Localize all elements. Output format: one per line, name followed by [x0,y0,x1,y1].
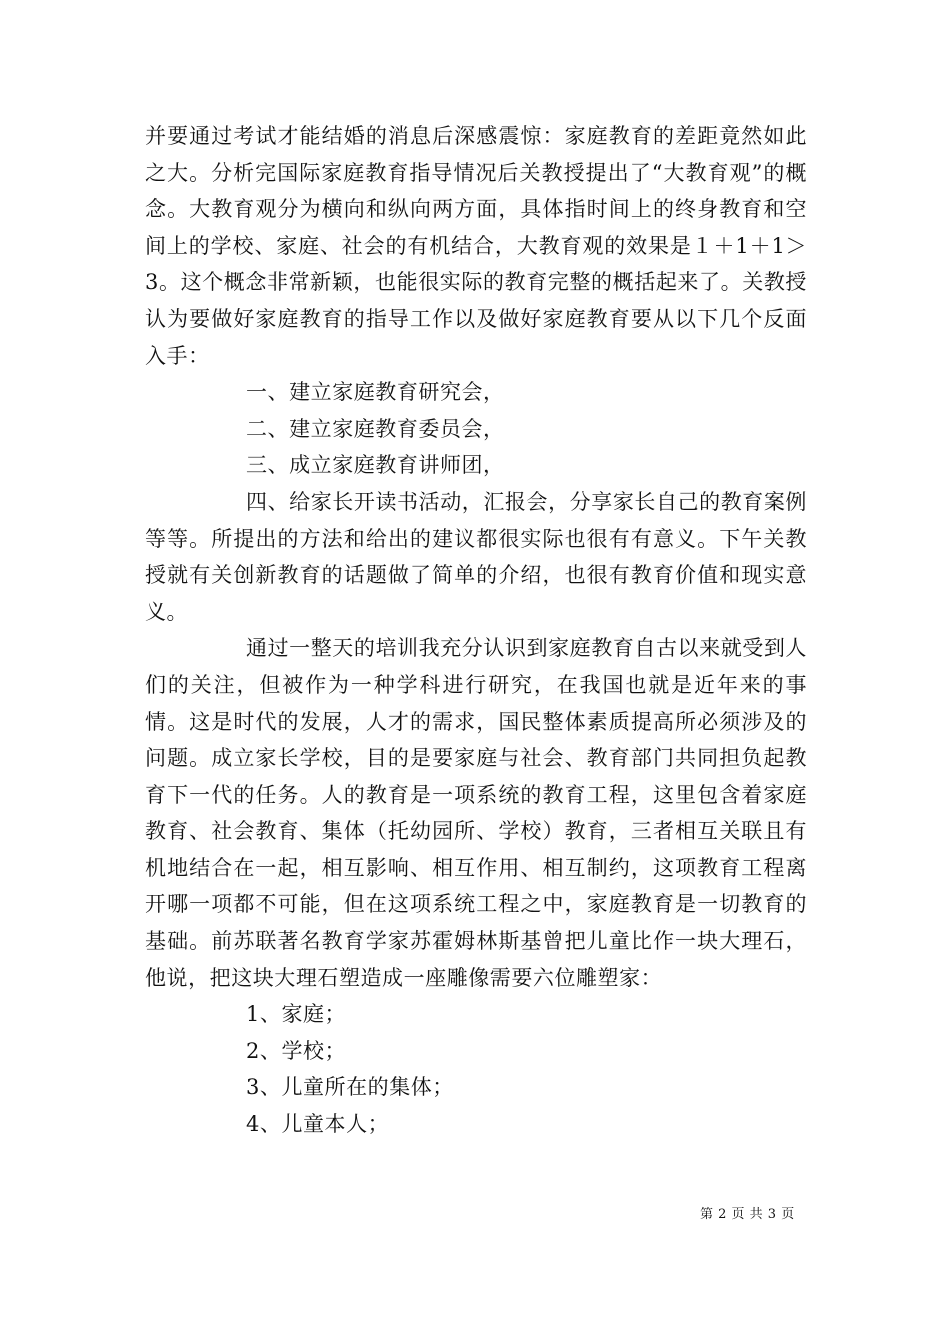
list-item: 三、成立家庭教育讲师团， [246,453,505,478]
paragraph-four: 四、给家长开读书活动，汇报会，分享家长自己的教育案例等等。所提出的方法和给出的建议都很实际也很有有意义。下午关教授就有关创新教育的话题做了简单的介绍，也很有教育价值和现实意义。 [145,489,807,624]
paragraph-intro: 并要通过考试才能结婚的消息后深感震惊：家庭教育的差距竟然如此之大。分析完国际家庭教育指导情况后关教授提出了“大教育观”的概念。大教育观分为横向和纵向两方面，具体指时间上的终身教育和空间上的学校、家庭、社会的有机结合，大教育观的效果是１＋1＋1＞3。这个概念非常新颖，也能很实际的教育完整的概括起来了。关教授认为要做好家庭教育的指导工作以及做好家庭教育要从以下几个反面入手： [145,124,807,368]
document-body [145,118,807,1143]
list-item: 2、学校； [246,1038,347,1063]
list-item: 1、家庭； [246,1002,347,1027]
list-item: 二、建立家庭教育委员会， [246,416,505,441]
paragraph-training: 通过一整天的培训我充分认识到家庭教育自古以来就受到人们的关注，但被作为一种学科进行研究，在我国也就是近年来的事情。这是时代的发展，人才的需求，国民整体素质提高所必须涉及的问题。成立家长学校，目的是要家庭与社会、教育部门共同担负起教育下一代的任务。人的教育是一项系统的教育工程，这里包含着家庭教育、社会教育、集体（托幼园所、学校）教育，三者相互关联且有机地结合在一起，相互影响、相互作用、相互制约，这项教育工程离开哪一项都不可能，但在这项系统工程之中，家庭教育是一切教育的基础。前苏联著名教育学家苏霍姆林斯基曾把儿童比作一块大理石，他说，把这块大理石塑造成一座雕像需要六位雕塑家： [145,636,807,990]
list-item: 4、儿童本人； [246,1112,390,1137]
list-item: 3、儿童所在的集体； [246,1075,454,1100]
page-number: 第 2 页 共 3 页 [700,1207,795,1222]
list-item: 一、建立家庭教育研究会， [246,380,505,405]
